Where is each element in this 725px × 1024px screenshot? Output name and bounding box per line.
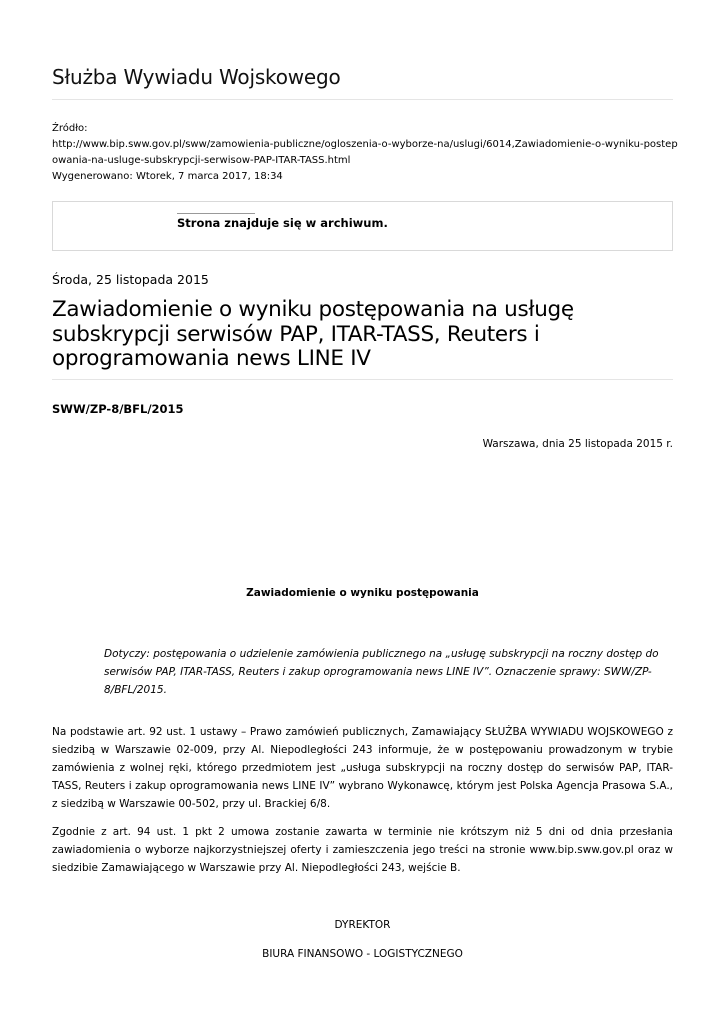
source-label: Źródło: xyxy=(52,123,88,134)
generated-timestamp: Wygenerowano: Wtorek, 7 marca 2017, 18:34 xyxy=(52,171,283,182)
notice-title: Zawiadomienie o wyniku postępowania xyxy=(246,587,479,599)
place-and-date: Warszawa, dnia 25 listopada 2015 r. xyxy=(482,438,673,450)
body-paragraph-2: Zgodnie z art. 94 ust. 1 pkt 2 umowa zostanie zawarta w terminie nie krótszym niż 5 dni od dnia przesłania zawiadomienia o wyborze najkorzystniejszej oferty i zamieszczenia jego treści na stronie www.bip.sww.gov.pl oraz w siedzibie Zamawiającego w Warszawie przy Al. Niepodległości 243, wejście B. xyxy=(52,826,673,874)
archive-notice-box xyxy=(52,201,673,251)
source-url-line2: owania-na-usluge-subskrypcji-serwisow-PAP-ITAR-TASS.html xyxy=(52,155,351,166)
source-metadata xyxy=(52,121,678,185)
body-paragraph-1: Na podstawie art. 92 ust. 1 ustawy – Prawo zamówień publicznych, Zamawiający SŁUŻBA WYWIADU WOJSKOWEGO z siedzibą w Warszawie 02-009, przy Al. Niepodległości 243 informuje, że w postępowaniu prowadzonym w trybie zamówienia z wolnej ręki, którego przedmiotem jest „usługa subskrypcji na roczny dostęp do serwisów PAP, ITAR-TASS, Reuters i zakup oprogramowania news LINE IV” wybrano Wykonawcę, którym jest Polska Agencja Prasowa S.A., z siedzibą w Warszawie 00-502, przy ul. Brackiej 6/8. xyxy=(52,726,673,810)
article-headline: Zawiadomienie o wyniku postępowania na usługę subskrypcji serwisów PAP, ITAR-TASS, Reuters i oprogramowania news LINE IV xyxy=(52,297,574,371)
signature-title: DYREKTOR xyxy=(334,919,391,931)
source-url-line1: http://www.bip.sww.gov.pl/sww/zamowienia-publiczne/ogloszenia-o-wyborze-na/uslugi/6014,Zawiadomienie-o-wyniku-postep xyxy=(52,139,678,150)
signature-department: BIURA FINANSOWO - LOGISTYCZNEGO xyxy=(262,948,463,960)
case-reference: SWW/ZP-8/BFL/2015 xyxy=(52,402,184,416)
site-title: Służba Wywiadu Wojskowego xyxy=(52,65,341,89)
title-divider xyxy=(52,99,673,100)
archive-rule xyxy=(177,213,255,214)
archive-notice-text: Strona znajduje się w archiwum. xyxy=(177,216,388,230)
concern-paragraph: Dotyczy: postępowania o udzielenie zamówienia publicznego na „usługę subskrypcji na roczny dostęp do serwisów PAP, ITAR-TASS, Reuters i zakup oprogramowania news LINE IV”. Oznaczenie sprawy: SWW/ZP-8/BFL/2015. xyxy=(104,648,659,696)
article-date: Środa, 25 listopada 2015 xyxy=(52,272,209,287)
headline-divider xyxy=(52,379,673,380)
